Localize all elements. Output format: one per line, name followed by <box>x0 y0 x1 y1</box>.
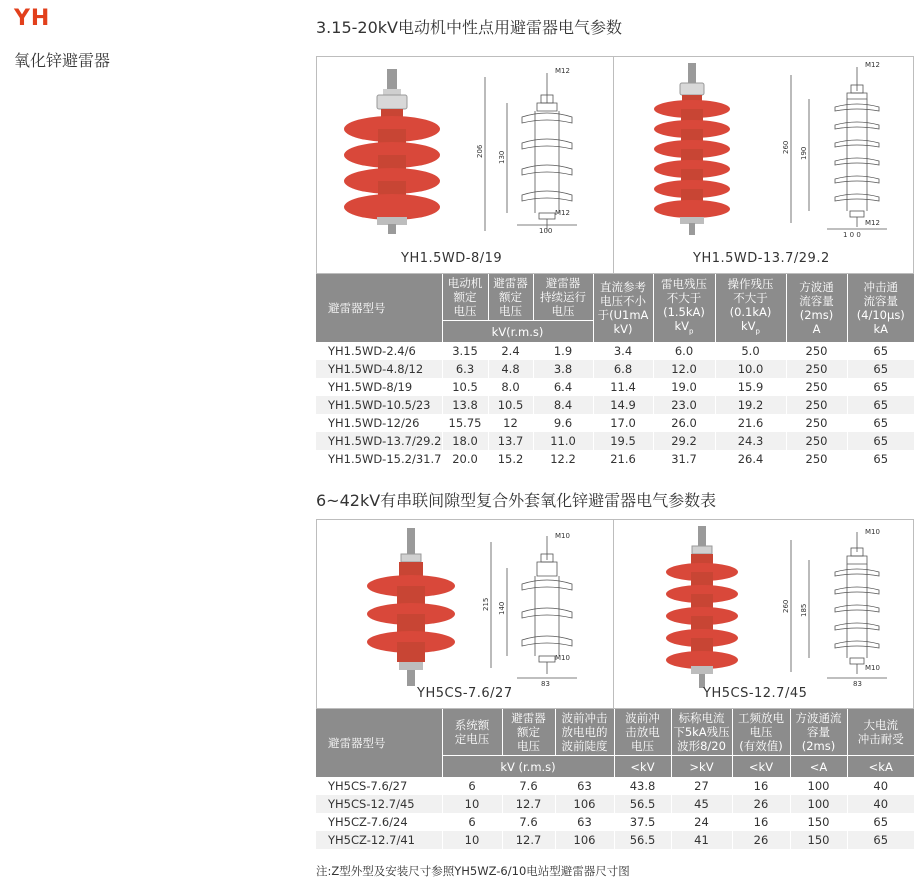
value-cell: 21.6 <box>593 450 653 468</box>
value-cell: 11.4 <box>593 378 653 396</box>
value-cell: 7.6 <box>502 777 555 795</box>
arrester-photo-yh5cs-7-6-27 <box>361 528 461 688</box>
top-bolt-label: M12 <box>555 67 570 75</box>
value-cell: 37.5 <box>614 813 671 831</box>
column-header: 避雷器 额定 电压 <box>488 274 533 321</box>
value-cell: 10.0 <box>715 360 786 378</box>
body-height-label: 185 <box>800 603 808 617</box>
bottom-bolt-label: M12 <box>865 219 880 227</box>
value-cell: 65 <box>847 378 914 396</box>
value-cell: 15.2 <box>488 450 533 468</box>
model-cell: YH1.5WD-13.7/29.2 <box>316 432 442 450</box>
value-cell: 3.4 <box>593 342 653 360</box>
section1-table-body <box>316 342 914 468</box>
column-header: 波前冲 击放电 电压 <box>614 709 671 756</box>
value-cell: 23.0 <box>653 396 715 414</box>
dimension-drawing-yh1-5wd-13-7-29-2 <box>777 61 907 239</box>
value-cell: 21.6 <box>715 414 786 432</box>
model-cell: YH5CS-12.7/45 <box>316 795 442 813</box>
width-label: 100 <box>539 227 553 235</box>
model-cell: YH1.5WD-8/19 <box>316 378 442 396</box>
value-cell: 5.0 <box>715 342 786 360</box>
value-cell: 250 <box>786 378 847 396</box>
unit-header: <kV <box>614 756 671 778</box>
value-cell: 65 <box>847 813 914 831</box>
value-cell: 15.75 <box>442 414 488 432</box>
value-cell: 8.4 <box>533 396 593 414</box>
unit-header: <A <box>790 756 847 778</box>
width-label: 1 0 0 <box>843 231 861 239</box>
column-header: 雷电残压 不大于 (1.5kA) $kV_p$ <box>653 274 715 342</box>
product-caption: YH1.5WD-13.7/29.2 <box>693 251 830 266</box>
value-cell: 12.2 <box>533 450 593 468</box>
value-cell: 16 <box>732 777 790 795</box>
value-cell: 6 <box>442 777 502 795</box>
value-cell: 250 <box>786 450 847 468</box>
value-cell: 26.0 <box>653 414 715 432</box>
value-cell: 11.0 <box>533 432 593 450</box>
table-row <box>316 432 914 450</box>
value-cell: 29.2 <box>653 432 715 450</box>
arrester-photo-yh1-5wd-13-7-29-2 <box>647 63 737 235</box>
column-header: 标称电流 下5kA残压 波形8/20 <box>671 709 732 756</box>
value-cell: 1.9 <box>533 342 593 360</box>
value-cell: 43.8 <box>614 777 671 795</box>
bottom-bolt-label: M10 <box>555 654 570 662</box>
value-cell: 106 <box>555 831 614 849</box>
model-column-header: 避雷器型号 <box>316 709 442 777</box>
value-cell: 8.0 <box>488 378 533 396</box>
width-label: 83 <box>853 680 862 688</box>
section1-title: 3.15-20kV电动机中性点用避雷器电气参数 <box>316 18 622 37</box>
value-cell: 19.5 <box>593 432 653 450</box>
model-column-header: 避雷器型号 <box>316 274 442 342</box>
column-header: 电动机 额定 电压 <box>442 274 488 321</box>
value-cell: 12.7 <box>502 795 555 813</box>
body-height-label: 140 <box>498 601 506 615</box>
table-row <box>316 831 914 849</box>
unit-header: >kV <box>671 756 732 778</box>
footnote: 注:Z型外型及安装尺寸参照YH5WZ-6/10电站型避雷器尺寸图 <box>316 864 630 878</box>
value-cell: 40 <box>847 795 914 813</box>
value-cell: 26 <box>732 795 790 813</box>
value-cell: 20.0 <box>442 450 488 468</box>
value-cell: 65 <box>847 342 914 360</box>
value-cell: 19.2 <box>715 396 786 414</box>
value-cell: 6.8 <box>593 360 653 378</box>
value-cell: 65 <box>847 432 914 450</box>
table-row <box>316 795 914 813</box>
model-cell: YH5CS-7.6/27 <box>316 777 442 795</box>
value-cell: 56.5 <box>614 795 671 813</box>
column-header: 波前冲击 放电电的 波前陡度 <box>555 709 614 756</box>
column-header: 大电流 冲击耐受 <box>847 709 914 756</box>
value-cell: 13.7 <box>488 432 533 450</box>
section2-parameter-table <box>316 709 914 849</box>
value-cell: 6.0 <box>653 342 715 360</box>
table-row <box>316 450 914 468</box>
section1-parameter-table <box>316 274 914 468</box>
model-cell: YH5CZ-12.7/41 <box>316 831 442 849</box>
dimension-drawing-yh1-5wd-8-19 <box>477 65 597 235</box>
value-cell: 150 <box>790 831 847 849</box>
value-cell: 24.3 <box>715 432 786 450</box>
section2-title: 6~42kV有串联间隙型复合外套氧化锌避雷器电气参数表 <box>316 491 717 510</box>
value-cell: 63 <box>555 777 614 795</box>
model-cell: YH1.5WD-10.5/23 <box>316 396 442 414</box>
model-cell: YH1.5WD-12/26 <box>316 414 442 432</box>
model-cell: YH1.5WD-4.8/12 <box>316 360 442 378</box>
column-header: 避雷器 额定 电压 <box>502 709 555 756</box>
value-cell: 26 <box>732 831 790 849</box>
value-cell: 3.15 <box>442 342 488 360</box>
column-header: 系统额 定电压 <box>442 709 502 756</box>
value-cell: 12 <box>488 414 533 432</box>
value-cell: 14.9 <box>593 396 653 414</box>
table-row <box>316 342 914 360</box>
table-row <box>316 396 914 414</box>
value-cell: 12.0 <box>653 360 715 378</box>
column-header: 操作残压 不大于 (0.1kA) $kV_p$ <box>715 274 786 342</box>
value-cell: 40 <box>847 777 914 795</box>
column-header: 冲击通 流容量 (4/10μs) kA <box>847 274 914 342</box>
value-cell: 15.9 <box>715 378 786 396</box>
product-caption: YH5CS-7.6/27 <box>417 686 513 701</box>
model-cell: YH5CZ-7.6/24 <box>316 813 442 831</box>
table-row <box>316 360 914 378</box>
value-cell: 41 <box>671 831 732 849</box>
value-cell: 24 <box>671 813 732 831</box>
value-cell: 63 <box>555 813 614 831</box>
value-cell: 250 <box>786 396 847 414</box>
value-cell: 10 <box>442 831 502 849</box>
value-cell: 56.5 <box>614 831 671 849</box>
product-caption: YH1.5WD-8/19 <box>401 251 503 266</box>
value-cell: 100 <box>790 795 847 813</box>
top-bolt-label: M12 <box>865 61 880 69</box>
table-row <box>316 777 914 795</box>
value-cell: 10.5 <box>488 396 533 414</box>
value-cell: 31.7 <box>653 450 715 468</box>
arrester-photo-yh1-5wd-8-19 <box>337 69 447 234</box>
table-row <box>316 378 914 396</box>
column-header: 避雷器 持续运行 电压 <box>533 274 593 321</box>
value-cell: 18.0 <box>442 432 488 450</box>
dimension-drawing-yh5cs-12-7-45 <box>777 526 907 690</box>
model-cell: YH1.5WD-15.2/31.7 <box>316 450 442 468</box>
bottom-bolt-label: M10 <box>865 664 880 672</box>
bottom-bolt-label: M12 <box>555 209 570 217</box>
table-row <box>316 414 914 432</box>
value-cell: 250 <box>786 360 847 378</box>
value-cell: 4.8 <box>488 360 533 378</box>
total-height-label: 260 <box>782 599 790 613</box>
section2-photo-panel <box>316 519 914 709</box>
column-header: 直流参考 电压不小 于(U1mA kV) <box>593 274 653 342</box>
value-cell: 45 <box>671 795 732 813</box>
value-cell: 65 <box>847 414 914 432</box>
value-cell: 65 <box>847 360 914 378</box>
unit-header: kV (r.m.s) <box>442 756 614 778</box>
value-cell: 19.0 <box>653 378 715 396</box>
value-cell: 65 <box>847 450 914 468</box>
value-cell: 3.8 <box>533 360 593 378</box>
table-header-row <box>316 274 914 321</box>
value-cell: 65 <box>847 396 914 414</box>
unit-header: <kA <box>847 756 914 778</box>
table-header-row <box>316 709 914 756</box>
value-cell: 16 <box>732 813 790 831</box>
body-height-label: 130 <box>498 150 506 164</box>
value-cell: 250 <box>786 342 847 360</box>
column-header: 工频放电 电压 (有效值) <box>732 709 790 756</box>
value-cell: 106 <box>555 795 614 813</box>
value-cell: 2.4 <box>488 342 533 360</box>
value-cell: 6.4 <box>533 378 593 396</box>
section1-photo-panel <box>316 56 914 274</box>
panel-divider <box>613 57 614 273</box>
value-cell: 7.6 <box>502 813 555 831</box>
value-cell: 26.4 <box>715 450 786 468</box>
width-label: 83 <box>541 680 550 688</box>
value-cell: 6 <box>442 813 502 831</box>
value-cell: 10.5 <box>442 378 488 396</box>
column-header: 方波通 流容量 (2ms) A <box>786 274 847 342</box>
value-cell: 17.0 <box>593 414 653 432</box>
section2-table-body <box>316 777 914 849</box>
body-height-label: 190 <box>800 146 808 160</box>
product-caption: YH5CS-12.7/45 <box>703 686 808 701</box>
panel-divider <box>613 520 614 708</box>
value-cell: 150 <box>790 813 847 831</box>
unit-header: <kV <box>732 756 790 778</box>
top-bolt-label: M10 <box>555 532 570 540</box>
total-height-label: 215 <box>482 597 490 611</box>
value-cell: 100 <box>790 777 847 795</box>
table-row <box>316 813 914 831</box>
model-cell: YH1.5WD-2.4/6 <box>316 342 442 360</box>
value-cell: 10 <box>442 795 502 813</box>
value-cell: 65 <box>847 831 914 849</box>
total-height-label: 206 <box>476 144 484 158</box>
arrester-photo-yh5cs-12-7-45 <box>657 526 747 690</box>
value-cell: 13.8 <box>442 396 488 414</box>
unit-header: kV(r.m.s) <box>442 321 593 343</box>
total-height-label: 260 <box>782 140 790 154</box>
column-header: 方波通流 容量(2ms) <box>790 709 847 756</box>
value-cell: 27 <box>671 777 732 795</box>
top-bolt-label: M10 <box>865 528 880 536</box>
value-cell: 9.6 <box>533 414 593 432</box>
value-cell: 6.3 <box>442 360 488 378</box>
brand-subtitle: 氧化锌避雷器 <box>14 51 111 70</box>
dimension-drawing-yh5cs-7-6-27 <box>477 528 597 688</box>
brand-title: YH <box>14 6 51 31</box>
value-cell: 12.7 <box>502 831 555 849</box>
value-cell: 250 <box>786 414 847 432</box>
value-cell: 250 <box>786 432 847 450</box>
